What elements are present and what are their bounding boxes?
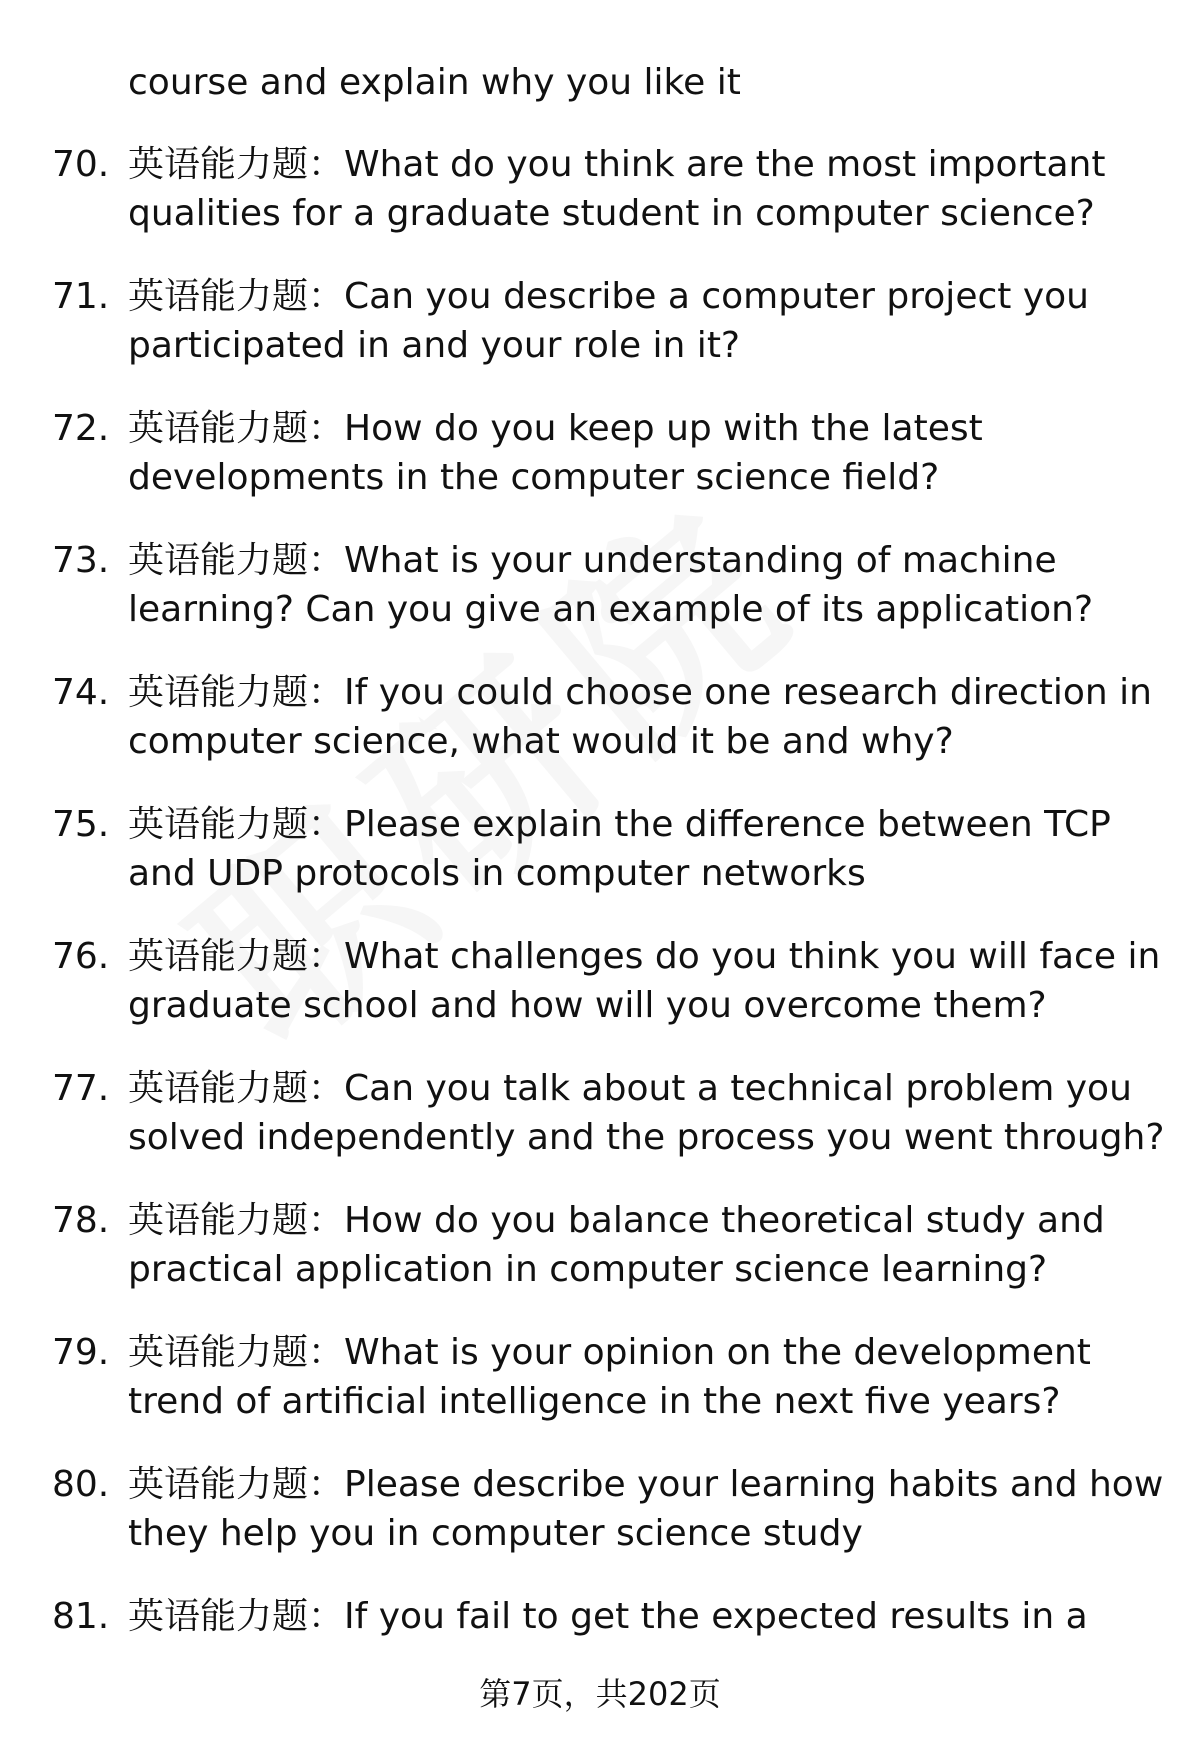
question-item [0,272,1200,404]
question-item [0,1460,1200,1592]
question-text: What is your opinion on the development trend of artificial intelligence in the next five years? [128,1332,1091,1422]
page-number-footer: 第7页，共202页 [479,1675,721,1713]
question-text: Can you talk about a technical problem you solved independently and the process you went through? [128,1068,1165,1158]
question-text: What do you think are the most important qualities for a graduate student in computer science? [128,144,1106,234]
question-item [0,140,1200,272]
question-category-tag: 英语能力题： [128,276,345,317]
question-body [128,800,1172,898]
question-item [0,536,1200,668]
question-list [0,140,1200,1724]
question-number: 76. [52,936,110,977]
question-number: 80. [52,1464,110,1505]
question-item [0,404,1200,536]
question-text: How do you balance theoretical study and practical application in computer science learning? [128,1200,1105,1290]
question-body [128,932,1172,1030]
question-category-tag: 英语能力题： [128,144,345,185]
question-text: What is your understanding of machine learning? Can you give an example of its application? [128,540,1094,630]
question-category-tag: 英语能力题： [128,408,345,449]
question-text: Please describe your learning habits and how they help you in computer science study [128,1464,1164,1554]
question-category-tag: 英语能力题： [128,540,345,581]
question-body [128,272,1172,370]
question-item [0,932,1200,1064]
question-number: 81. [52,1596,110,1637]
question-item [0,1196,1200,1328]
question-number: 74. [52,672,110,713]
question-body [128,1460,1172,1558]
question-body [128,404,1172,502]
question-category-tag: 英语能力题： [128,936,345,977]
question-number: 75. [52,804,110,845]
question-body [128,1328,1172,1426]
continued-question-text: course and explain why you like it [128,62,741,103]
question-text: How do you keep up with the latest developments in the computer science field? [128,408,983,498]
question-category-tag: 英语能力题： [128,1464,345,1505]
question-category-tag: 英语能力题： [128,1200,345,1241]
question-category-tag: 英语能力题： [128,1068,345,1109]
question-number: 79. [52,1332,110,1373]
question-text: Please explain the difference between TCP and UDP protocols in computer networks [128,804,1111,894]
question-category-tag: 英语能力题： [128,1332,345,1373]
question-number: 78. [52,1200,110,1241]
question-body [128,668,1172,766]
question-number: 72. [52,408,110,449]
question-category-tag: 英语能力题： [128,672,345,713]
question-item [0,1064,1200,1196]
question-text: If you fail to get the expected results in a [344,1596,1088,1637]
question-category-tag: 英语能力题： [128,804,345,845]
question-number: 71. [52,276,110,317]
question-number: 77. [52,1068,110,1109]
question-number: 73. [52,540,110,581]
question-body [128,1592,1172,1641]
question-body [128,1064,1172,1162]
question-body [128,140,1172,238]
question-category-tag: 英语能力题： [128,1596,345,1637]
question-item [0,800,1200,932]
question-item [0,668,1200,800]
question-text: Can you describe a computer project you participated in and your role in it? [128,276,1089,366]
question-item [0,1328,1200,1460]
question-number: 70. [52,144,110,185]
question-body [128,1196,1172,1294]
question-body [128,536,1172,634]
question-text: What challenges do you think you will face in graduate school and how will you overcome them? [128,936,1161,1026]
question-text: If you could choose one research direction in computer science, what would it be and why? [128,672,1152,762]
